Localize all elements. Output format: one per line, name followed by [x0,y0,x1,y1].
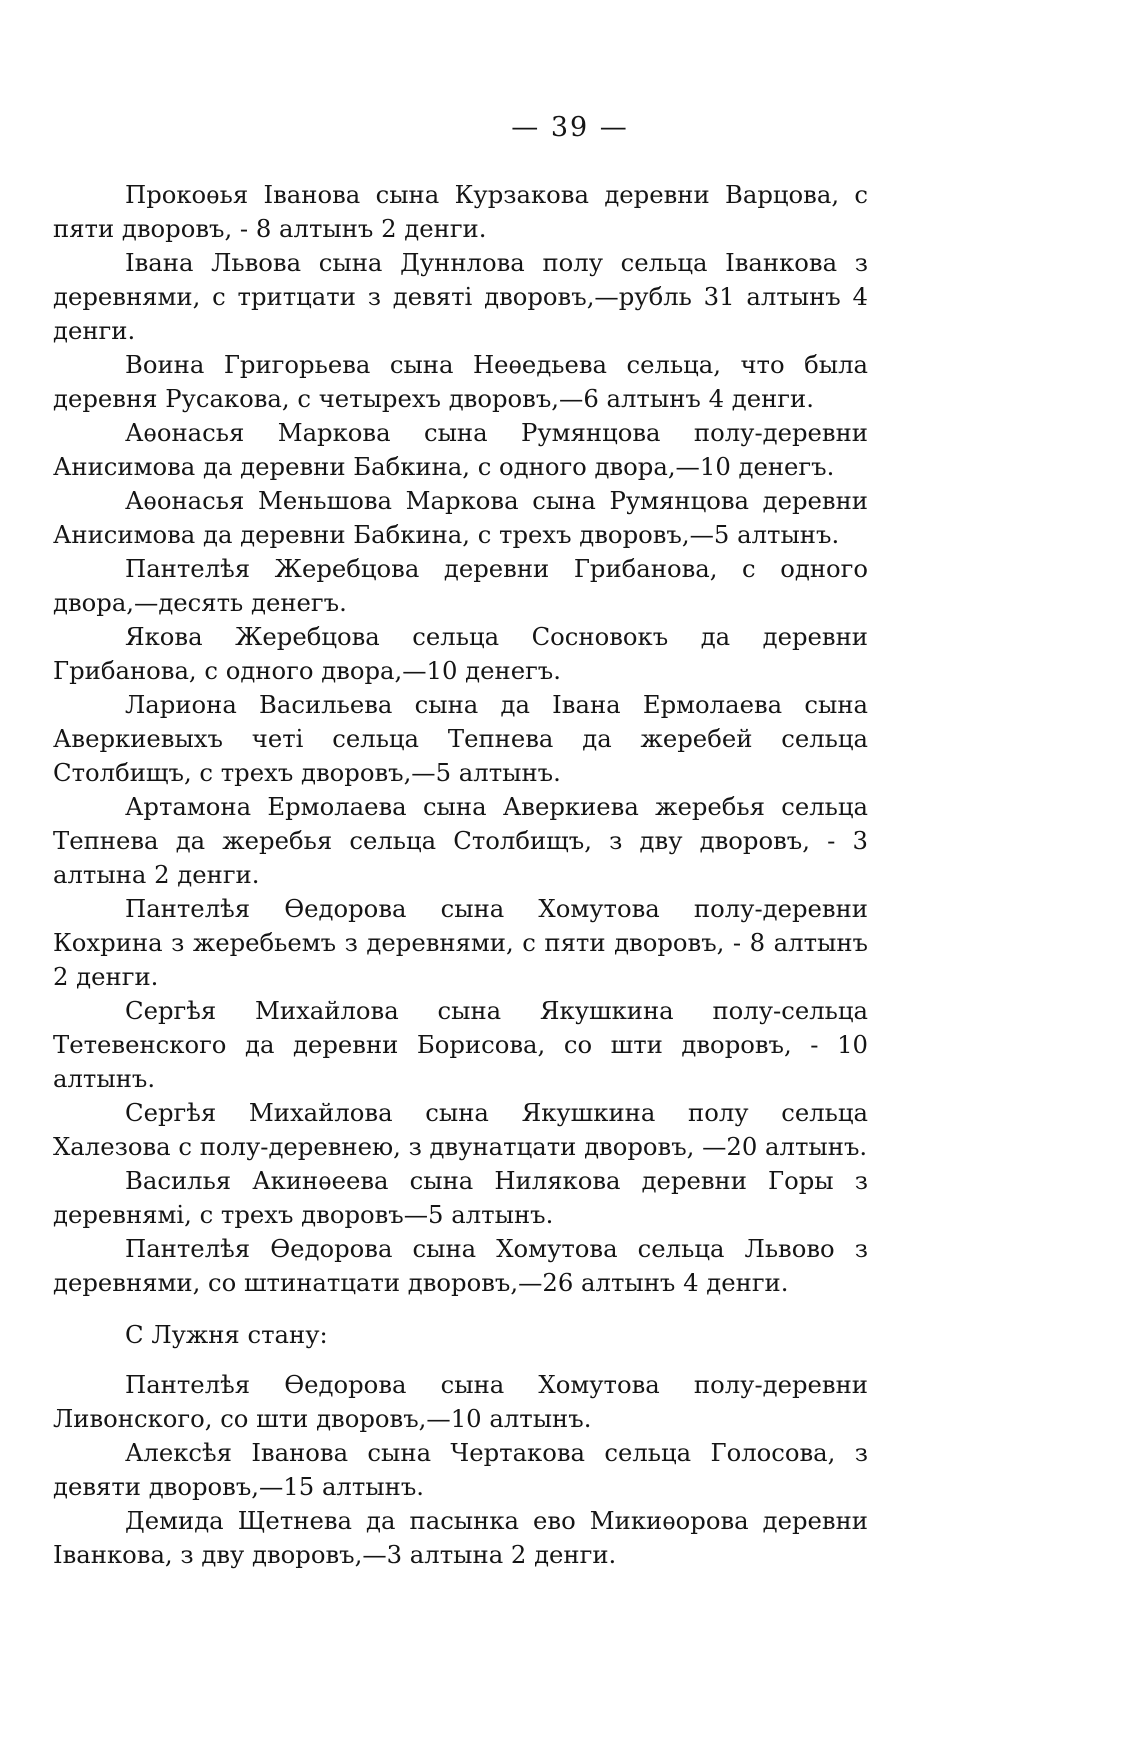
entry: Пантелѣя Жеребцова деревни Грибанова, с одного двора,—десять денегъ. [53,554,868,617]
entry: Алексѣя Іванова сына Чертакова сельца Голосова, з девяти дворовъ,—15 алтынъ. [53,1438,868,1501]
entry: Пантелѣя Ѳедорова сына Хомутова сельца Львово з деревнями, со штинатцати дворовъ,—26 алтынъ 4 денги. [53,1234,868,1297]
main-text [53,178,868,1572]
entry: Артамона Ермолаева сына Аверкиева жеребья сельца Тепнева да жеребья сельца Столбищъ, з дву дворовъ, - 3 алтына 2 денги. [53,792,868,889]
entry: Воина Григорьева сына Неѳедьева сельца, что была деревня Русакова, с четырехъ дворовъ,—6 алтынъ 4 денги. [53,350,868,413]
entry: Івана Львова сына Дуннлова полу сельца Іванкова з деревнями, с тритцати з девяті дворовъ,—рубль 31 алтынъ 4 денги. [53,248,868,345]
entry: Прокоѳья Іванова сына Курзакова деревни Варцова, с пяти дворовъ, - 8 алтынъ 2 денги. [53,180,868,243]
entry: Лариона Васильева сына да Івана Ермолаева сына Аверкиевыхъ четі сельца Тепнева да жеребей сельца Столбищъ, с трехъ дворовъ,—5 алтынъ. [53,690,868,787]
entry: Аѳонасья Меньшова Маркова сына Румянцова деревни Анисимова да деревни Бабкина, с трехъ дворовъ,—5 алтынъ. [53,486,868,549]
entry: Сергѣя Михайлова сына Якушкина полу-сельца Тетевенского да деревни Борисова, со шти дворовъ, - 10 алтынъ. [53,996,868,1093]
entry: Демида Щетнева да пасынка ево Микиѳорова деревни Іванкова, з дву дворовъ,—3 алтына 2 денги. [53,1506,868,1569]
entry: Сергѣя Михайлова сына Якушкина полу сельца Халезова с полу-деревнею, з двунатцати дворовъ, —20 алтынъ. [53,1098,868,1161]
entry: Аѳонасья Маркова сына Румянцова полу-деревни Анисимова да деревни Бабкина, с одного двора,—10 денегъ. [53,418,868,481]
entry: Василья Акинѳеева сына Нилякова деревни Горы з деревнямі, с трехъ дворовъ—5 алтынъ. [53,1166,868,1229]
entry: Пантелѣя Ѳедорова сына Хомутова полу-деревни Кохрина з жеребьемъ з деревнями, с пяти дворовъ, - 8 алтынъ 2 денги. [53,894,868,991]
section-heading: С Лужня стану: [125,1320,328,1349]
entry: Якова Жеребцова сельца Сосновокъ да деревни Грибанова, с одного двора,—10 денегъ. [53,622,868,685]
page-number: — 39 — [511,112,629,143]
entry: Пантелѣя Ѳедорова сына Хомутова полу-деревни Ливонского, со шти дворовъ,—10 алтынъ. [53,1370,868,1433]
